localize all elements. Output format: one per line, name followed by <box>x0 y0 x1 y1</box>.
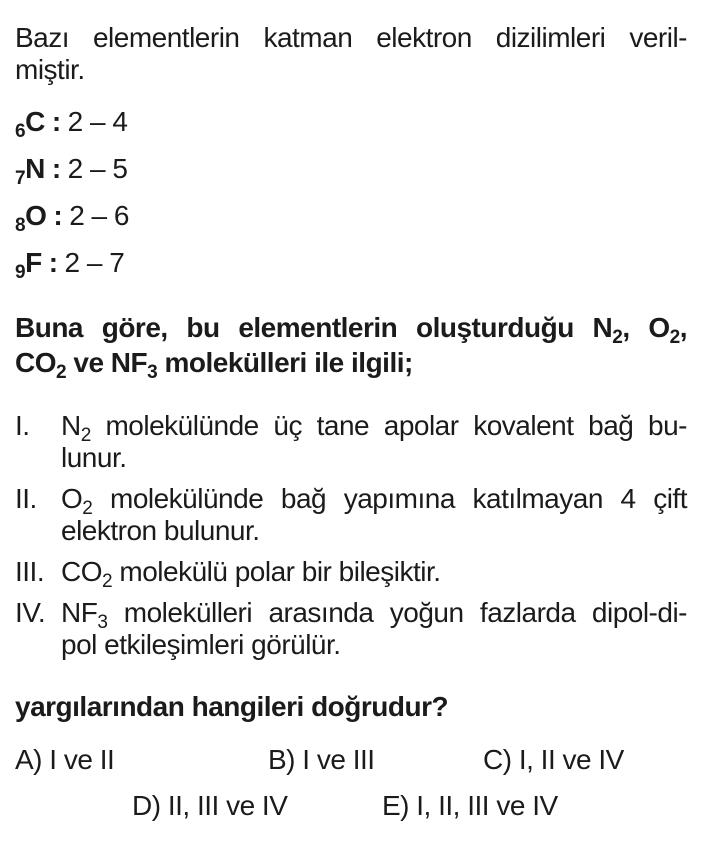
option-b <box>268 744 375 776</box>
electron-config-value: 2 – 7 <box>64 247 125 278</box>
electron-config-row-o <box>15 192 687 239</box>
option-label: C) <box>483 744 512 775</box>
molecule-formula: O <box>61 483 83 514</box>
option-label: A) <box>15 744 42 775</box>
atomic-number: 9 <box>15 261 26 283</box>
electron-config-list <box>15 98 687 286</box>
intro-line-1: Bazı elementlerin katman elektron dizilimleri veril- <box>15 22 687 53</box>
molecule-formula: N <box>61 410 81 441</box>
statement-text: $O_2$ molekülünde bağ yapımına katılmayan 4 çift elektron bulunur. <box>61 483 687 546</box>
option-label: B) <box>268 744 295 775</box>
option-d <box>132 790 287 822</box>
statement-numeral: IV. <box>15 597 46 628</box>
statement-numeral: III. <box>15 556 45 587</box>
electron-config-value: 2 – 4 <box>67 106 128 137</box>
intro-line-2: miştir. <box>15 54 85 85</box>
stem-line-1: Buna göre, bu elementlerin oluşturduğu $N_2$, $O_2$, <box>15 312 687 348</box>
atomic-number: 7 <box>15 167 26 189</box>
statement-item-3 <box>15 556 687 592</box>
statement-item-1 <box>15 410 687 474</box>
electron-config-row-f <box>15 239 687 286</box>
option-text: I, II, III ve IV <box>416 790 558 821</box>
option-e <box>382 790 558 822</box>
element-symbol-o: $_8$O : <box>15 200 63 236</box>
option-label: E) <box>382 790 409 821</box>
statement-numeral: I. <box>15 410 30 441</box>
answer-options <box>15 744 687 839</box>
element-symbol-n: $_7$N : <box>15 153 61 189</box>
electron-config-value: 2 – 5 <box>67 153 128 184</box>
statement-item-2 <box>15 483 687 547</box>
molecule-formula: NF <box>61 597 98 628</box>
statement-text: $CO_2$ molekülü polar bir bileşiktir. <box>61 556 441 592</box>
option-c <box>483 744 624 776</box>
electron-config-value: 2 – 6 <box>69 200 129 231</box>
electron-config-row-c <box>15 98 687 145</box>
statement-list <box>15 410 687 661</box>
option-text: II, III ve IV <box>167 790 288 821</box>
option-text: I ve III <box>302 744 375 775</box>
option-label: D) <box>132 790 161 821</box>
element-symbol-c: $_6$C : <box>15 106 61 142</box>
element-symbol-f: $_9$F : <box>15 247 58 283</box>
option-text: I, II ve IV <box>518 744 624 775</box>
option-a <box>15 744 114 776</box>
statement-text: $N_2$ molekülünde üç tane apolar kovalent bağ bu- lunur. <box>61 410 687 473</box>
atomic-number: 6 <box>15 120 26 142</box>
statement-item-4 <box>15 597 687 661</box>
question-intro <box>15 22 687 86</box>
question-prompt: yargılarından hangileri doğrudur? <box>15 691 449 722</box>
molecule-formula: CO <box>61 556 102 587</box>
stem-line-2: $CO_2$ ve $NF_3$ molekülleri ile ilgili; <box>15 347 413 383</box>
atomic-number: 8 <box>15 214 26 236</box>
statement-text: $NF_3$ molekülleri arasında yoğun fazlarda dipol-di- pol etkileşimleri görülür. <box>61 597 687 660</box>
option-text: I ve II <box>49 744 115 775</box>
question-stem <box>15 310 687 383</box>
electron-config-row-n <box>15 145 687 192</box>
statement-numeral: II. <box>15 483 37 514</box>
